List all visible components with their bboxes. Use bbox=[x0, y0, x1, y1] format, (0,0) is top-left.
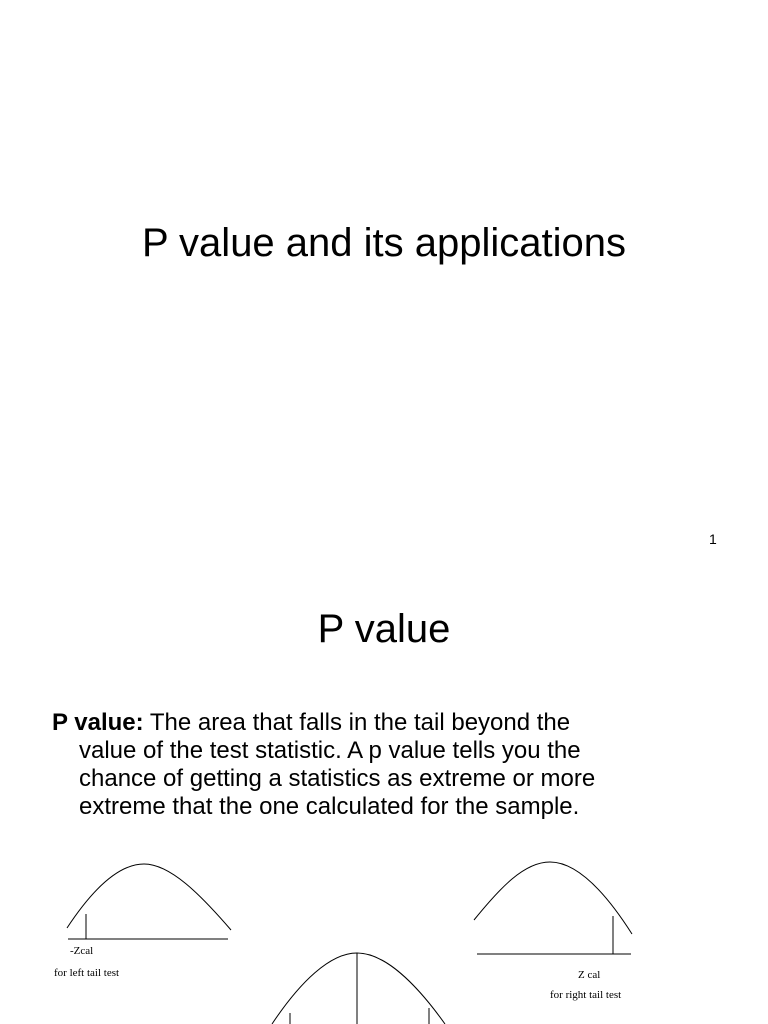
bell-curve bbox=[474, 862, 632, 934]
left-tail-curve-diagram bbox=[54, 864, 231, 979]
critical-value-label: -Zcal bbox=[70, 945, 94, 957]
definition-line: value of the test statistic. A p value tells you the bbox=[79, 737, 581, 764]
diagram-caption: for right tail test bbox=[550, 989, 622, 1001]
slide-title: P value and its applications bbox=[141, 221, 627, 265]
definition-line: extreme that the one calculated for the sample. bbox=[79, 793, 580, 820]
diagram-caption: for left tail test bbox=[54, 967, 120, 979]
definition-term: P value: bbox=[52, 709, 144, 736]
slide-heading: P value bbox=[317, 607, 451, 651]
right-tail-curve-diagram bbox=[474, 862, 632, 1001]
definition-line-text: The area that falls in the tail beyond the bbox=[149, 709, 571, 736]
definition-line bbox=[52, 709, 752, 737]
bell-curve bbox=[67, 864, 231, 930]
bell-curve bbox=[272, 953, 445, 1024]
two-tail-curve-diagram bbox=[272, 953, 445, 1024]
critical-value-label: Z cal bbox=[578, 969, 601, 981]
page-number: 1 bbox=[709, 531, 717, 547]
definition-line: chance of getting a statistics as extreme or more bbox=[79, 765, 596, 792]
tail-test-diagrams bbox=[0, 850, 768, 1024]
definition-text bbox=[52, 709, 752, 821]
